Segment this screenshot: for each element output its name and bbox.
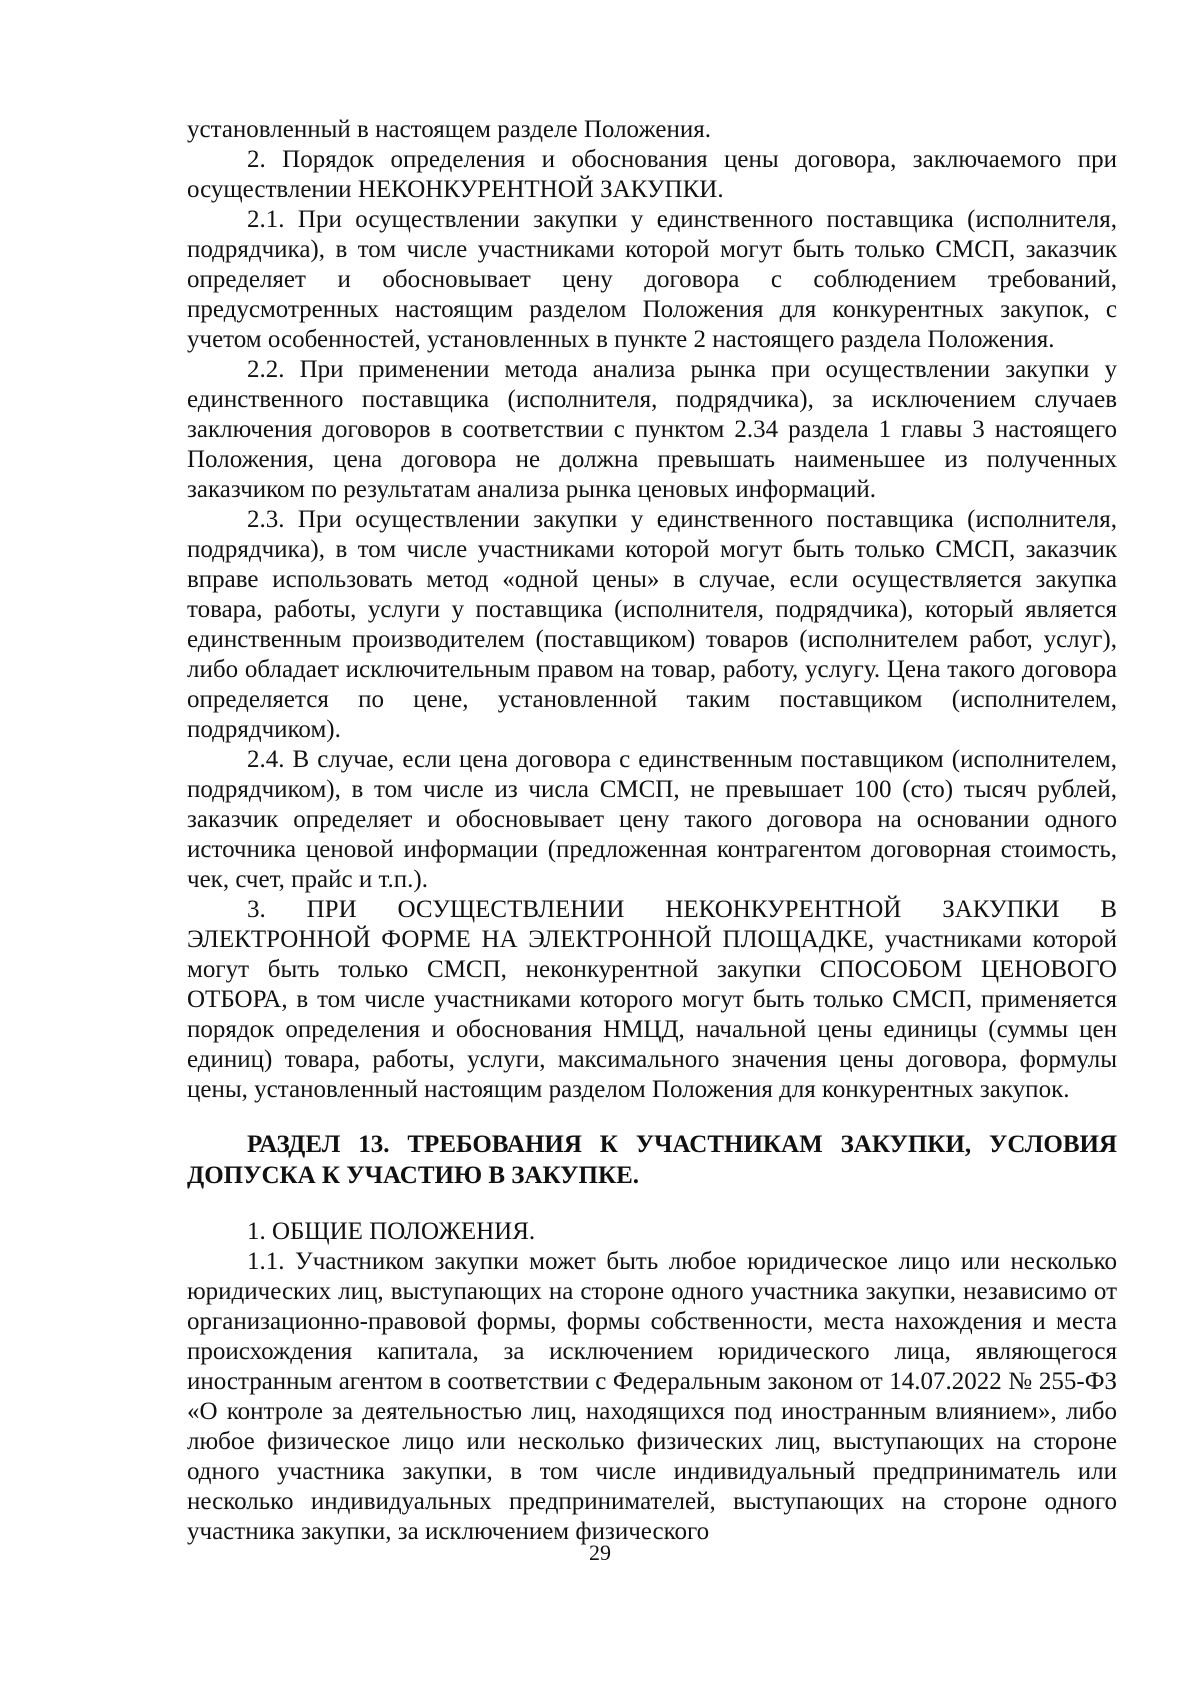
paragraph-2-2: 2.2. При применении метода анализа рынка при осуществлении закупки у единственного поставщика (исполнителя, подрядчика), за исключением случаев заключения договоров в соответствии с пунктом 2.34 раздела 1 главы 3 настоящего Положения, цена договора не должна превышать наименьшее из полученных заказчиком по результатам анализа рынка ценовых информаций. [187, 356, 1117, 503]
paragraph-2-4: 2.4. В случае, если цена договора с единственным поставщиком (исполнителем, подрядчиком), в том числе из числа СМСП, не превышает 100 (сто) тысяч рублей, заказчик определяет и обосновывает цену такого договора на основании одного источника ценовой информации (предложенная контрагентом договорная стоимость, чек, счет, прайс и т.п.). [187, 746, 1117, 893]
paragraph-3: 3. ПРИ ОСУЩЕСТВЛЕНИИ НЕКОНКУРЕНТНОЙ ЗАКУПКИ В ЭЛЕКТРОННОЙ ФОРМЕ НА ЭЛЕКТРОННОЙ ПЛОЩАДКЕ, участниками которой могут быть только СМСП, неконкурентной закупки СПОСОБОМ ЦЕНОВОГО ОТБОРА, в том числе участниками которого могут быть только СМСП, применяется порядок определения и обоснования НМЦД, начальной цены единицы (суммы цен единиц) товара, работы, услуги, максимального значения цены договора, формулы цены, установленный настоящим разделом Положения для конкурентных закупок. [187, 896, 1117, 1103]
paragraph-2-1: 2.1. При осуществлении закупки у единственного поставщика (исполнителя, подрядчика), в том числе участниками которой могут быть только СМСП, заказчик определяет и обосновывает цену договора с соблюдением требований, предусмотренных настоящим разделом Положения для конкурентных закупок, с учетом особенностей, установленных в пункте 2 настоящего раздела Положения. [187, 206, 1117, 353]
paragraph-2-3: 2.3. При осуществлении закупки у единственного поставщика (исполнителя, подрядчика), в том числе участниками которой могут быть только СМСП, заказчик вправе использовать метод «одной цены» в случае, если осуществляется закупка товара, работы, услуги у поставщика (исполнителя, подрядчика), который является единственным производителем (поставщиком) товаров (исполнителем работ, услуг), либо обладает исключительным правом на товар, работу, услугу. Цена такого договора определяется по цене, установленной таким поставщиком (исполнителем, подрядчиком). [187, 506, 1117, 743]
section-heading: РАЗДЕЛ 13. ТРЕБОВАНИЯ К УЧАСТНИКАМ ЗАКУПКИ, УСЛОВИЯ ДОПУСКА К УЧАСТИЮ В ЗАКУПКЕ. [187, 1131, 1117, 1189]
document-page [187, 115, 1117, 1547]
paragraph-2: 2. Порядок определения и обоснования цены договора, заключаемого при осуществлении НЕКОНКУРЕНТНОЙ ЗАКУПКИ. [187, 146, 1117, 203]
paragraph-continuation: установленный в настоящем разделе Положения. [187, 116, 711, 143]
page-number: 29 [589, 1540, 611, 1565]
paragraph-general-provisions: 1. ОБЩИЕ ПОЛОЖЕНИЯ. [247, 1218, 536, 1245]
paragraph-1-1: 1.1. Участником закупки может быть любое юридическое лицо или несколько юридических лиц, выступающих на стороне одного участника закупки, независимо от организационно-правовой формы, формы собственности, места нахождения и места происхождения капитала, за исключением юридического лица, являющегося иностранным агентом в соответствии с Федеральным законом от 14.07.2022 № 255-ФЗ «О контроле за деятельностью лиц, находящихся под иностранным влиянием», либо любое физическое лицо или несколько физических лиц, выступающих на стороне одного участника закупки, в том числе индивидуальный предприниматель или несколько индивидуальных предпринимателей, выступающих на стороне одного участника закупки, за исключением физического [187, 1248, 1117, 1545]
